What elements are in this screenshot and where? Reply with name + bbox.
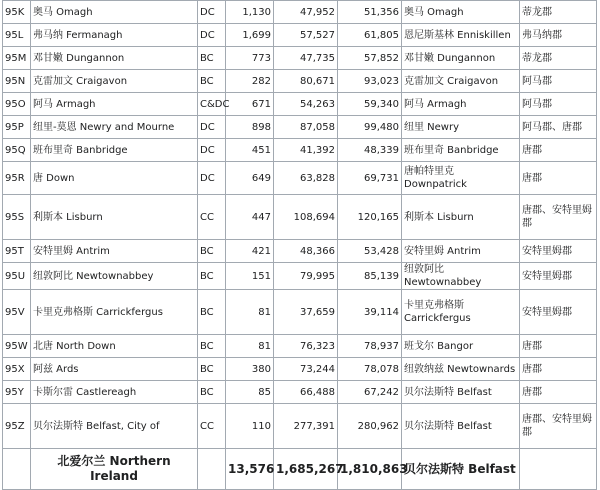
- council-type: DC: [198, 1, 226, 24]
- population-b: 39,114: [338, 290, 402, 335]
- total-population-a: 1,685,267: [274, 449, 338, 490]
- county-name: 蒂龙郡: [520, 1, 597, 24]
- council-type: BC: [198, 335, 226, 358]
- council-seat: 奥马 Omagh: [402, 1, 520, 24]
- population-b: 53,428: [338, 240, 402, 263]
- total-seat: 贝尔法斯特 Belfast: [402, 449, 520, 490]
- population-b: 93,023: [338, 70, 402, 93]
- population-b: 61,805: [338, 24, 402, 47]
- district-name: 利斯本 Lisburn: [31, 195, 198, 240]
- area-value: 447: [226, 195, 274, 240]
- population-a: 66,488: [274, 381, 338, 404]
- total-county-cell: [520, 449, 597, 490]
- population-a: 47,735: [274, 47, 338, 70]
- county-name: 唐郡: [520, 139, 597, 162]
- district-code: 95Q: [3, 139, 31, 162]
- county-name: 阿马郡: [520, 93, 597, 116]
- population-a: 54,263: [274, 93, 338, 116]
- table-row: [3, 404, 597, 449]
- population-b: 51,356: [338, 1, 402, 24]
- population-a: 79,995: [274, 263, 338, 290]
- council-seat: 克雷加文 Craigavon: [402, 70, 520, 93]
- district-code: 95R: [3, 162, 31, 195]
- population-b: 78,078: [338, 358, 402, 381]
- area-value: 282: [226, 70, 274, 93]
- district-code: 95N: [3, 70, 31, 93]
- area-value: 773: [226, 47, 274, 70]
- area-value: 451: [226, 139, 274, 162]
- district-name: 纽里-莫恩 Newry and Mourne: [31, 116, 198, 139]
- district-code: 95W: [3, 335, 31, 358]
- council-type: DC: [198, 24, 226, 47]
- council-seat: 纽敦纳兹 Newtownards: [402, 358, 520, 381]
- table-body: [3, 1, 597, 490]
- council-type: C&DC: [198, 93, 226, 116]
- council-type: DC: [198, 162, 226, 195]
- area-value: 85: [226, 381, 274, 404]
- council-type: CC: [198, 404, 226, 449]
- council-seat: 班布里奇 Banbridge: [402, 139, 520, 162]
- council-seat: 班戈尔 Bangor: [402, 335, 520, 358]
- table-row: [3, 290, 597, 335]
- district-code: 95M: [3, 47, 31, 70]
- district-name: 克雷加文 Craigavon: [31, 70, 198, 93]
- council-seat: 阿马 Armagh: [402, 93, 520, 116]
- district-code: 95S: [3, 195, 31, 240]
- area-value: 671: [226, 93, 274, 116]
- council-type: BC: [198, 358, 226, 381]
- council-type: BC: [198, 240, 226, 263]
- table-row: [3, 195, 597, 240]
- county-name: 唐郡: [520, 335, 597, 358]
- county-name: 安特里姆郡: [520, 263, 597, 290]
- population-b: 59,340: [338, 93, 402, 116]
- table-row: [3, 358, 597, 381]
- district-name: 贝尔法斯特 Belfast, City of: [31, 404, 198, 449]
- county-name: 唐郡: [520, 381, 597, 404]
- county-name: 阿马郡、唐郡: [520, 116, 597, 139]
- district-code: 95Y: [3, 381, 31, 404]
- council-type: BC: [198, 70, 226, 93]
- table-row: [3, 162, 597, 195]
- population-a: 63,828: [274, 162, 338, 195]
- council-seat: 贝尔法斯特 Belfast: [402, 404, 520, 449]
- table-row: [3, 1, 597, 24]
- population-b: 78,937: [338, 335, 402, 358]
- population-a: 277,391: [274, 404, 338, 449]
- district-code: 95O: [3, 93, 31, 116]
- district-code: 95K: [3, 1, 31, 24]
- table-row: [3, 24, 597, 47]
- county-name: 蒂龙郡: [520, 47, 597, 70]
- district-name: 班布里奇 Banbridge: [31, 139, 198, 162]
- table-row: [3, 139, 597, 162]
- county-name: 安特里姆郡: [520, 240, 597, 263]
- table-row: [3, 263, 597, 290]
- population-a: 48,366: [274, 240, 338, 263]
- district-code: 95V: [3, 290, 31, 335]
- population-a: 37,659: [274, 290, 338, 335]
- total-type-cell: [198, 449, 226, 490]
- district-code: 95U: [3, 263, 31, 290]
- area-value: 151: [226, 263, 274, 290]
- county-name: 唐郡、安特里姆郡: [520, 404, 597, 449]
- district-name: 弗马纳 Fermanagh: [31, 24, 198, 47]
- district-name: 卡里克弗格斯 Carrickfergus: [31, 290, 198, 335]
- population-b: 48,339: [338, 139, 402, 162]
- population-b: 280,962: [338, 404, 402, 449]
- table-row: [3, 381, 597, 404]
- district-code: 95T: [3, 240, 31, 263]
- council-seat: 恩尼斯基林 Enniskillen: [402, 24, 520, 47]
- district-name: 阿马 Armagh: [31, 93, 198, 116]
- population-a: 108,694: [274, 195, 338, 240]
- total-code-cell: [3, 449, 31, 490]
- council-type: DC: [198, 116, 226, 139]
- district-code: 95X: [3, 358, 31, 381]
- population-b: 69,731: [338, 162, 402, 195]
- district-name: 奥马 Omagh: [31, 1, 198, 24]
- area-value: 1,130: [226, 1, 274, 24]
- area-value: 421: [226, 240, 274, 263]
- table-row: [3, 70, 597, 93]
- county-name: 安特里姆郡: [520, 290, 597, 335]
- total-name: 北爱尔兰 Northern Ireland: [31, 449, 198, 490]
- area-value: 81: [226, 290, 274, 335]
- council-type: BC: [198, 47, 226, 70]
- district-name: 邓甘嫩 Dungannon: [31, 47, 198, 70]
- council-seat: 纽里 Newry: [402, 116, 520, 139]
- population-a: 80,671: [274, 70, 338, 93]
- total-row: [3, 449, 597, 490]
- table-row: [3, 116, 597, 139]
- area-value: 110: [226, 404, 274, 449]
- district-name: 北唐 North Down: [31, 335, 198, 358]
- county-name: 弗马纳郡: [520, 24, 597, 47]
- population-a: 76,323: [274, 335, 338, 358]
- council-type: BC: [198, 290, 226, 335]
- council-seat: 利斯本 Lisburn: [402, 195, 520, 240]
- council-type: DC: [198, 139, 226, 162]
- district-name: 卡斯尔雷 Castlereagh: [31, 381, 198, 404]
- table-row: [3, 240, 597, 263]
- total-population-b: 1,810,863: [338, 449, 402, 490]
- population-a: 87,058: [274, 116, 338, 139]
- population-a: 73,244: [274, 358, 338, 381]
- population-b: 85,139: [338, 263, 402, 290]
- council-type: BC: [198, 381, 226, 404]
- council-type: BC: [198, 263, 226, 290]
- districts-table: [2, 0, 597, 490]
- population-b: 57,852: [338, 47, 402, 70]
- county-name: 阿马郡: [520, 70, 597, 93]
- population-b: 120,165: [338, 195, 402, 240]
- council-type: CC: [198, 195, 226, 240]
- council-seat: 安特里姆 Antrim: [402, 240, 520, 263]
- county-name: 唐郡: [520, 162, 597, 195]
- county-name: 唐郡、安特里姆郡: [520, 195, 597, 240]
- area-value: 898: [226, 116, 274, 139]
- district-name: 阿兹 Ards: [31, 358, 198, 381]
- council-seat: 卡里克弗格斯 Carrickfergus: [402, 290, 520, 335]
- district-name: 纽敦阿比 Newtownabbey: [31, 263, 198, 290]
- population-b: 99,480: [338, 116, 402, 139]
- district-name: 安特里姆 Antrim: [31, 240, 198, 263]
- county-name: 唐郡: [520, 358, 597, 381]
- area-value: 1,699: [226, 24, 274, 47]
- council-seat: 贝尔法斯特 Belfast: [402, 381, 520, 404]
- table-row: [3, 93, 597, 116]
- area-value: 380: [226, 358, 274, 381]
- population-a: 41,392: [274, 139, 338, 162]
- area-value: 81: [226, 335, 274, 358]
- population-a: 57,527: [274, 24, 338, 47]
- district-code: 95P: [3, 116, 31, 139]
- council-seat: 唐帕特里克 Downpatrick: [402, 162, 520, 195]
- district-name: 唐 Down: [31, 162, 198, 195]
- district-code: 95L: [3, 24, 31, 47]
- table-row: [3, 335, 597, 358]
- total-wards: 13,576: [226, 449, 274, 490]
- area-value: 649: [226, 162, 274, 195]
- population-b: 67,242: [338, 381, 402, 404]
- table-row: [3, 47, 597, 70]
- district-code: 95Z: [3, 404, 31, 449]
- council-seat: 纽敦阿比 Newtownabbey: [402, 263, 520, 290]
- council-seat: 邓甘嫩 Dungannon: [402, 47, 520, 70]
- population-a: 47,952: [274, 1, 338, 24]
